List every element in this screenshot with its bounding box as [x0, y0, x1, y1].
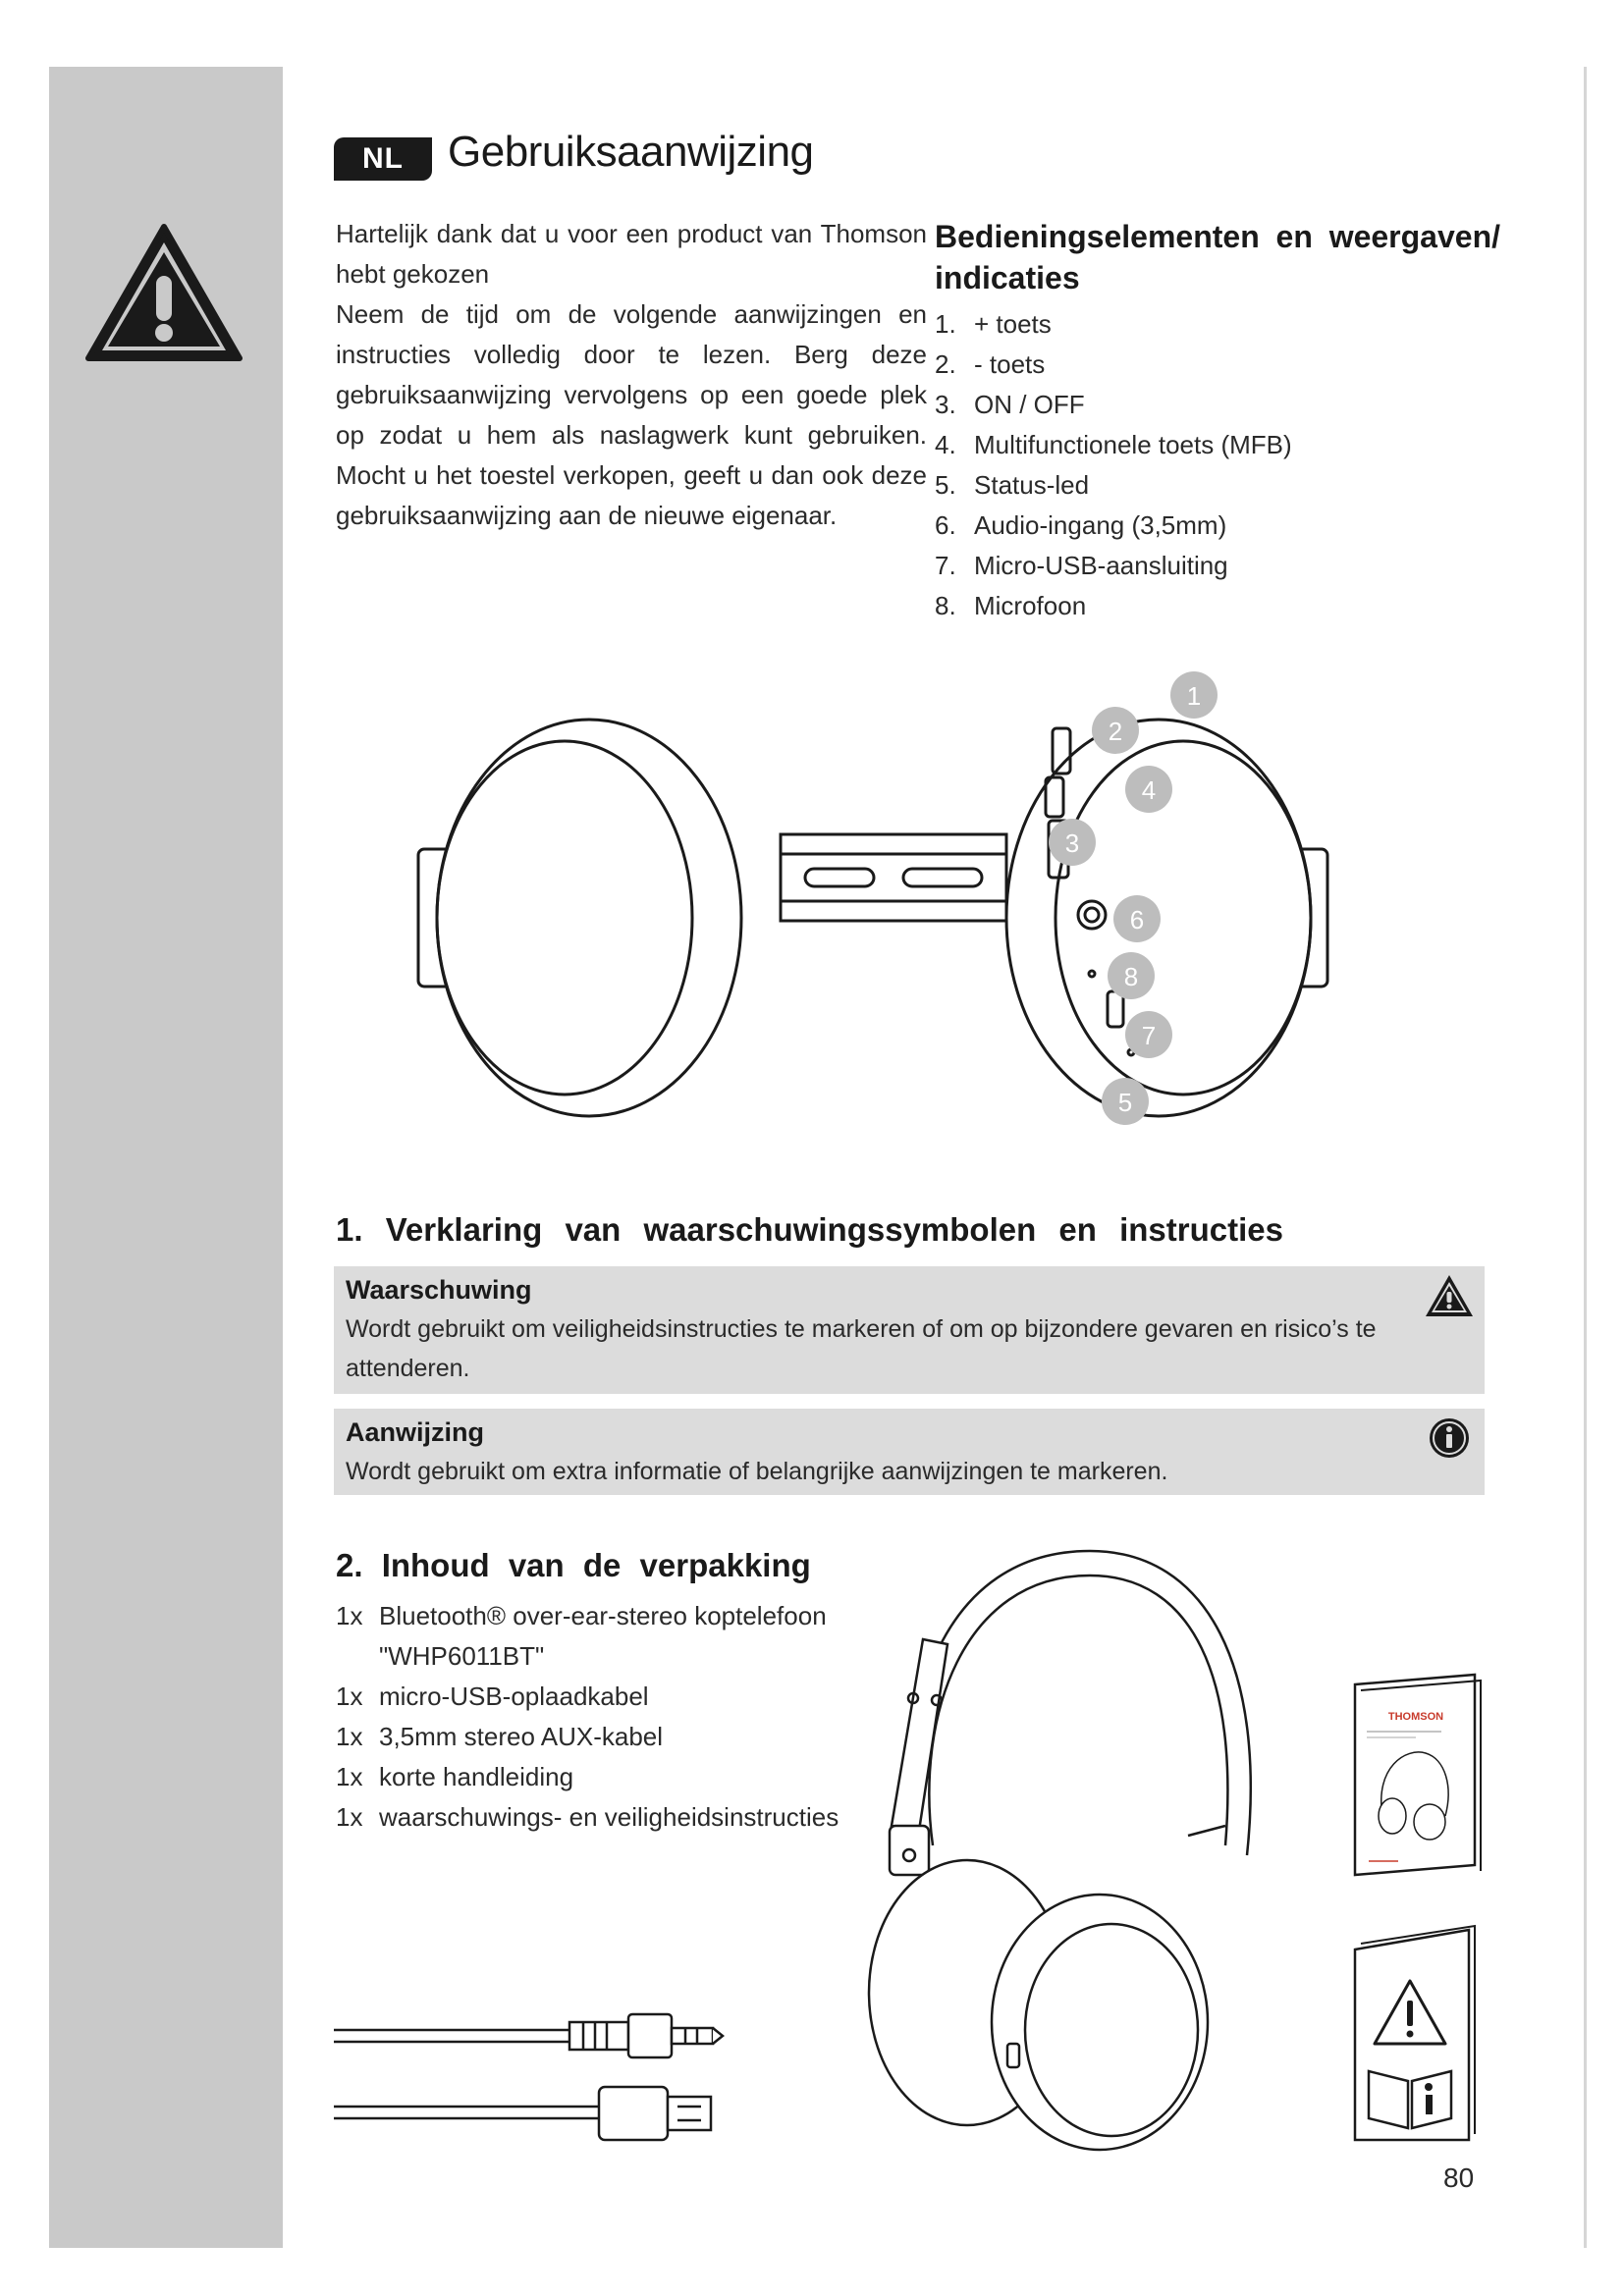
list-item	[935, 465, 1292, 506]
warning-box	[334, 1266, 1485, 1394]
svg-text:7: 7	[1141, 1021, 1157, 1050]
item-label: micro-USB-oplaadkabel	[379, 1682, 649, 1711]
item-label: 3,5mm stereo AUX-kabel	[379, 1722, 664, 1751]
item-label: Status-led	[974, 470, 1090, 500]
callout-1	[1170, 671, 1218, 719]
item-qty: 1x	[336, 1722, 363, 1751]
list-item	[336, 1797, 839, 1838]
section1-heading: 1. Verklaring van waarschuwingssymbolen en instructies	[336, 1211, 1283, 1248]
callout-6	[1113, 895, 1161, 942]
callout-2	[1092, 707, 1139, 754]
headphone-controls-diagram	[393, 667, 1355, 1158]
svg-text:1: 1	[1186, 681, 1202, 711]
item-label: + toets	[974, 309, 1052, 339]
headphone-illustration	[854, 1531, 1267, 2160]
list-item	[935, 546, 1292, 586]
note-box	[334, 1409, 1485, 1495]
item-label: Microfoon	[974, 591, 1087, 620]
item-qty: 1x	[336, 1802, 363, 1832]
list-item	[935, 425, 1292, 465]
item-label: waarschuwings- en veiligheidsinstructies	[379, 1802, 839, 1832]
callout-8	[1108, 952, 1155, 999]
note-title: Aanwijzing	[346, 1417, 484, 1447]
item-label: - toets	[974, 349, 1046, 379]
item-label: Micro-USB-aansluiting	[974, 551, 1228, 580]
item-number: 6.	[935, 510, 956, 540]
item-qty: 1x	[336, 1601, 363, 1630]
right-margin-rule	[1584, 67, 1587, 2248]
item-number: 2.	[935, 349, 956, 379]
callout-5	[1102, 1078, 1149, 1125]
warning-text: Wordt gebruikt om veiligheidsinstructies te markeren of om op bijzondere gevaren en risico’s te attenderen.	[346, 1315, 1377, 1382]
list-item	[935, 506, 1292, 546]
note-text: Wordt gebruikt om extra informatie of belangrijke aanwijzingen te markeren.	[346, 1458, 1168, 1485]
intro-text	[336, 214, 927, 536]
sidebar-strip	[49, 67, 283, 2248]
callout-4	[1125, 766, 1172, 813]
list-item	[935, 304, 1292, 345]
list-item	[336, 1596, 839, 1677]
item-label: Bluetooth® over-ear-stereo koptelefoon	[379, 1601, 827, 1630]
safety-booklet-illustration	[1347, 1924, 1487, 2150]
info-icon	[1424, 1415, 1475, 1462]
booklet-brand: THOMSON	[1387, 1711, 1444, 1723]
language-badge: NL	[334, 137, 432, 181]
item-label: ON / OFF	[974, 390, 1085, 419]
manual-booklet-illustration	[1347, 1669, 1487, 1885]
svg-text:2: 2	[1108, 717, 1123, 746]
callout-7	[1125, 1011, 1172, 1058]
item-number: 7.	[935, 551, 956, 580]
callout-3	[1049, 819, 1096, 866]
page-number: 80	[1443, 2163, 1475, 2193]
aux-cable-illustration	[334, 2002, 776, 2071]
warning-title: Waarschuwing	[346, 1275, 532, 1305]
item-label: korte handleiding	[379, 1762, 574, 1791]
item-number: 8.	[935, 591, 956, 620]
list-item	[935, 345, 1292, 385]
item-number: 5.	[935, 470, 956, 500]
item-qty: 1x	[336, 1682, 363, 1711]
svg-text:4: 4	[1141, 775, 1157, 805]
item-number: 3.	[935, 390, 956, 419]
controls-list	[935, 304, 1292, 626]
item-number: 1.	[935, 309, 956, 339]
svg-text:5: 5	[1117, 1088, 1133, 1117]
list-item	[935, 586, 1292, 626]
list-item	[336, 1757, 839, 1797]
warning-icon	[1424, 1272, 1475, 1319]
section2-heading: 2. Inhoud van de verpakking	[336, 1547, 811, 1583]
item-label: Audio-ingang (3,5mm)	[974, 510, 1227, 540]
intro-paragraph: Neem de tijd om de volgende aanwijzingen en instructies volledig door te lezen. Berg deze gebruiksaanwijzing vervolgens op een goede plek op zodat u hem als naslagwerk kunt gebruiken. Mocht u het toestel verkopen, geeft u dan ook deze gebruiksaanwijzing aan de nieuwe eigenaar.	[336, 299, 927, 530]
controls-heading: Bedieningselementen en weergaven/ indicaties	[935, 219, 1500, 295]
svg-text:8: 8	[1123, 962, 1139, 991]
svg-text:6: 6	[1129, 905, 1145, 934]
warning-triangle-icon	[82, 221, 245, 366]
item-qty: 1x	[336, 1762, 363, 1791]
item-label: Multifunctionele toets (MFB)	[974, 430, 1292, 459]
usb-cable-illustration	[334, 2079, 776, 2148]
package-contents-list	[336, 1596, 839, 1838]
page-title: Gebruiksaanwijzing	[448, 128, 814, 176]
intro-paragraph: Hartelijk dank dat u voor een product van Thomson hebt gekozen	[336, 219, 927, 289]
list-item	[336, 1717, 839, 1757]
list-item	[935, 385, 1292, 425]
item-number: 4.	[935, 430, 956, 459]
item-model: "WHP6011BT"	[379, 1641, 545, 1671]
svg-text:3: 3	[1064, 828, 1080, 858]
list-item	[336, 1677, 839, 1717]
